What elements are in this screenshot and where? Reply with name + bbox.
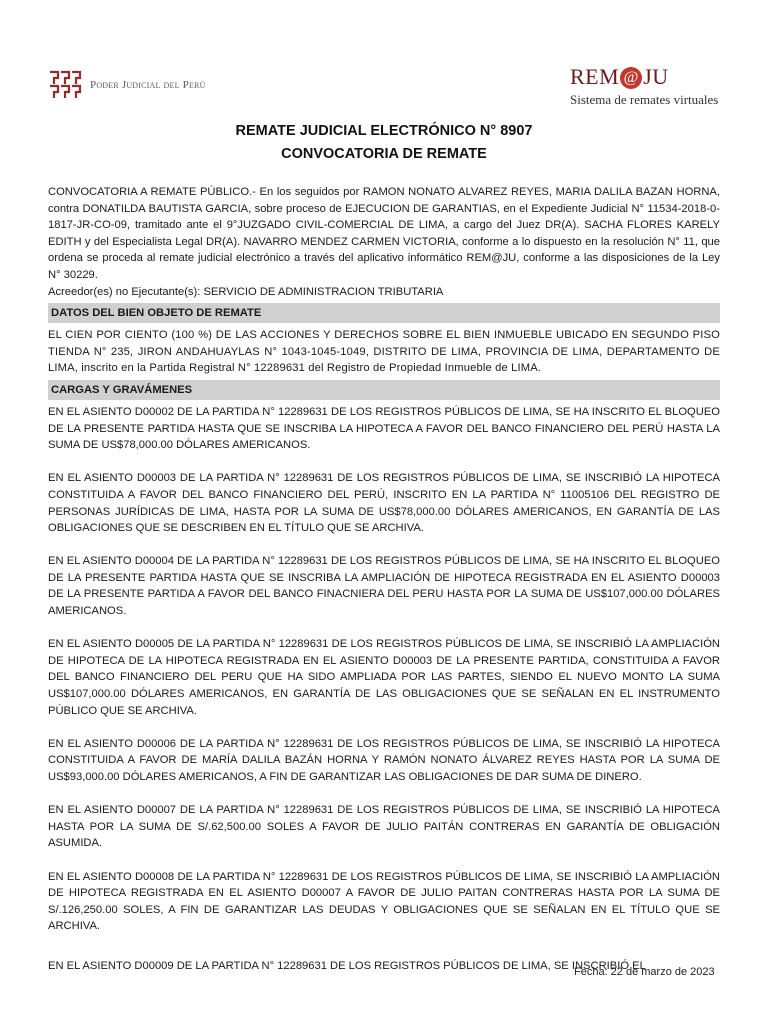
carga-item: EN EL ASIENTO D00006 DE LA PARTIDA N° 12289631 DE LOS REGISTROS PÚBLICOS DE LIMA, SE INSCRIBIÓ LA HIPOTECA CONSTITUIDA A FAVOR DE MARÍA DALILA BAZÁN HORNA Y RAMÓN NONATO ÁLVAREZ REYES HASTA POR LA SUMA DE US$93,000.00 DÓLARES AMERICANOS, A FIN DE GARANTIZAR LAS OBLIGACIONES DE DAR SUMA DE DINERO.	[48, 737, 720, 783]
document-header	[0, 0, 768, 120]
carga-item: EN EL ASIENTO D00008 DE LA PARTIDA N° 12289631 DE LOS REGISTROS PÚBLICOS DE LIMA, SE INSCRIBIÓ LA AMPLIACIÓN DE HIPOTECA REGISTRADA EN EL ASIENTO D00007 A FAVOR DE JULIO PAITAN CONTRERAS HASTA POR LA SUMA DE S/.126,250.00 SOLES, A FIN DE GARANTIZAR LAS DEUDAS Y OBLIGACIONES QUE SE SEÑALAN EN EL TÍTULO QUE SE ARCHIVA.	[48, 870, 720, 933]
carga-item: EN EL ASIENTO D00002 DE LA PARTIDA N° 12289631 DE LOS REGISTROS PÚBLICOS DE LIMA, SE HA INSCRITO EL BLOQUEO DE LA PRESENTE PARTIDA HASTA QUE SE INSCRIBA LA HIPOTECA A FAVOR DEL BANCO FINANCIERO DEL PERÚ HASTA LA SUMA DE US$78,000.00 DÓLARES AMERICANOS.	[48, 405, 720, 452]
carga-item: EN EL ASIENTO D00005 DE LA PARTIDA N° 12289631 DE LOS REGISTROS PÚBLICOS DE LIMA, SE INSCRIBIÓ LA AMPLIACIÓN DE HIPOTECA DE LA HIPOTECA REGISTRADA EN EL ASIENTO D00003 DE LA PRESENTE PARTIDA, CONSTITUIDA A FAVOR DEL BANCO FINANCIERO DEL PERU QUE HA SIDO AMPLIADA POR LAS PARTES, SIENDO EL NUEVO MONTO LA SUMA US$107,000.00 DÓLARES AMERICANOS, EN GARANTÍA DE LAS OBLIGACIONES QUE SE SEÑALAN EN EL INSTRUMENTO PÚBLICO QUE SE ARCHIVA.	[48, 638, 720, 717]
remaju-subtitle: Sistema de remates virtuales	[570, 92, 719, 107]
remaju-wordmark: REM @ JU	[570, 64, 669, 89]
footer-date: Fecha: 22 de marzo de 2023	[574, 966, 715, 978]
convocatoria-title: CONVOCATORIA DE REMATE	[281, 146, 487, 162]
carga-item: EN EL ASIENTO D00003 DE LA PARTIDA N° 12289631 DE LOS REGISTROS PÚBLICOS DE LIMA, SE INSCRIBIÓ LA HIPOTECA CONSTITUIDA A FAVOR DEL BANCO FINANCIERO DEL PERÚ, INSCRITO EN LA PARTIDA N° 11005106 DEL REGISTRO DE PERSONAS JURÍDICAS DE LIMA, HASTA POR LA SUMA DE US$78,000.00 DÓLARES AMERICANOS, EN GARANTÍA DE LAS OBLIGACIONES QUE SE DESCRIBEN EN EL TÍTULO QUE SE ARCHIVA.	[48, 472, 720, 535]
document-body	[48, 184, 720, 935]
datos-section-heading: DATOS DEL BIEN OBJETO DE REMATE	[48, 303, 720, 323]
datos-paragraph: EL CIEN POR CIENTO (100 %) DE LAS ACCIONES Y DERECHOS SOBRE EL BIEN INMUEBLE UBICADO EN SEGUNDO PISO TIENDA N° 235, JIRON ANDAHUAYLAS N° 1043-1045-1049, DISTRITO DE LIMA, PROVINCIA DE LIMA, DEPARTAMENTO DE LIMA, inscrito en la Partida Registral N° 12289631 del Registro de Propiedad Inmueble de LIMA.	[48, 329, 720, 375]
at-sign-icon: @	[620, 67, 642, 89]
poder-judicial-logo	[48, 70, 206, 100]
remate-title: REMATE JUDICIAL ELECTRÓNICO N° 8907	[235, 123, 533, 139]
poder-judicial-emblem-icon	[48, 70, 82, 100]
carga-item: EN EL ASIENTO D00007 DE LA PARTIDA N° 12289631 DE LOS REGISTROS PÚBLICOS DE LIMA, SE INSCRIBIÓ LA HIPOTECA HASTA POR LA SUMA DE S/.62,500.00 SOLES A FAVOR DE JULIO PAITÁN CONTRERAS EN GARANTÍA DE OBLIGACIÓN ASUMIDA.	[48, 804, 720, 850]
carga-item: EN EL ASIENTO D00004 DE LA PARTIDA N° 12289631 DE LOS REGISTROS PÚBLICOS DE LIMA, SE HA INSCRITO EL BLOQUEO DE LA PRESENTE PARTIDA HASTA QUE SE INSCRIBA LA AMPLIACIÓN DE HIPOTECA REGISTRADA EN EL ASIENTO D00003 DE LA PRESENTE PARTIDA A FAVOR DEL BANCO FINACNIERA DEL PERU HASTA POR LA SUMA DE US$107,000.00 DÓLARES AMERICANOS.	[48, 555, 720, 618]
cargas-section-heading: CARGAS Y GRAVÁMENES	[48, 380, 720, 400]
document-titles	[0, 120, 768, 166]
remaju-logo	[570, 64, 718, 108]
poder-judicial-name: Poder Judicial del Perú	[90, 79, 206, 91]
intro-paragraph: CONVOCATORIA A REMATE PÚBLICO.- En los seguidos por RAMON NONATO ALVAREZ REYES, MARIA DALILA BAZAN HORNA, contra DONATILDA BAUTISTA GARCIA, sobre proceso de EJECUCION DE GARANTIAS, en el Expediente Judicial N° 11534-2018-0-1817-JR-CO-09, tramitado ante el 9°JUZGADO CIVIL-COMERCIAL DE LIMA, a cargo del Juez DR(A). SACHA FLORES KARELY EDITH y del Especialista Legal DR(A). NAVARRO MENDEZ CARMEN VICTORIA, conforme a lo dispuesto en la resolución N° 11, que ordena se proceda al remate judicial electrónico a través del aplicativo informático REM@JU, conforme a las disposiciones de la Ley N° 30229.	[48, 186, 720, 281]
carga-item-partial: EN EL ASIENTO D00009 DE LA PARTIDA N° 12289631 DE LOS REGISTROS PÚBLICOS DE LIMA, SE INSCRIBIÓ EL	[48, 960, 646, 972]
acreedor-line: Acreedor(es) no Ejecutante(s): SERVICIO DE ADMINISTRACION TRIBUTARIA	[48, 285, 444, 298]
